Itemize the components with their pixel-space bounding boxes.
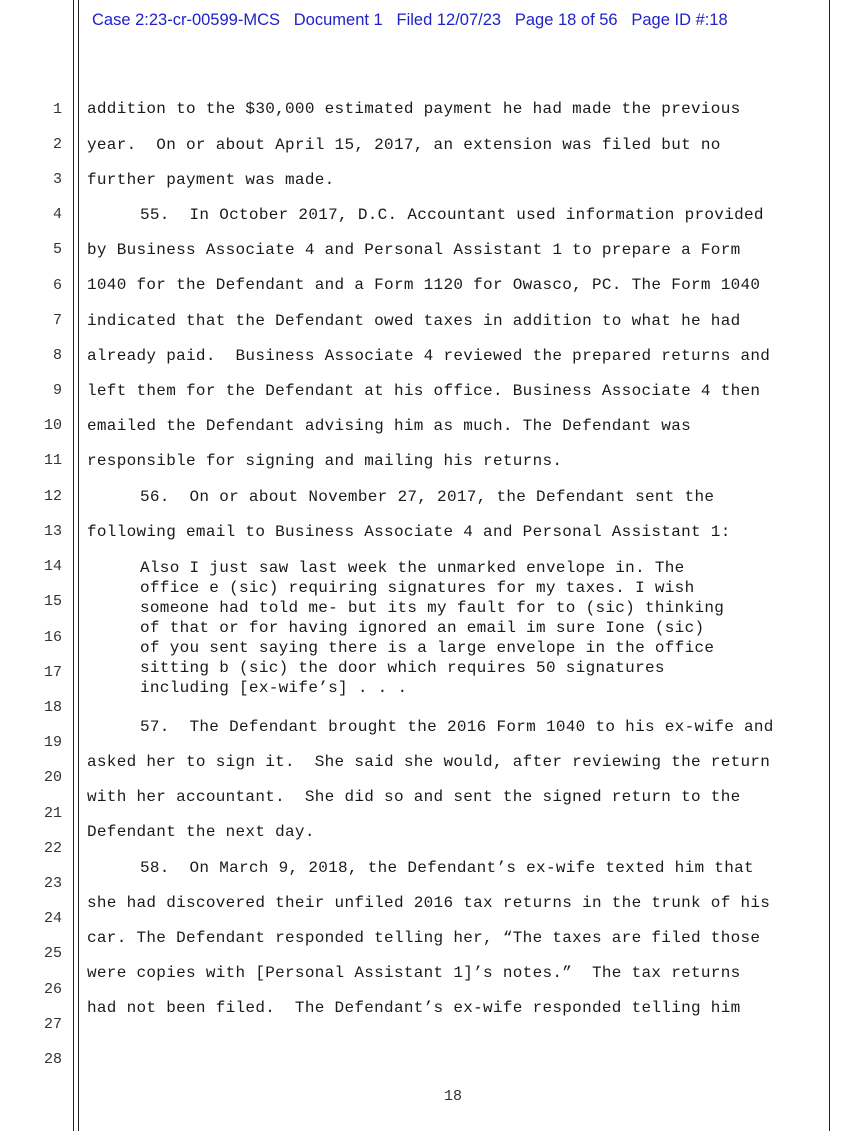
text-line: were copies with [Personal Assistant 1]’s notes.” The tax returns bbox=[87, 964, 741, 982]
text-line: she had discovered their unfiled 2016 tax returns in the trunk of his bbox=[87, 894, 771, 912]
line-number: 27 bbox=[43, 1016, 62, 1033]
text-line: indicated that the Defendant owed taxes in addition to what he had bbox=[87, 312, 741, 330]
quote-line: sitting b (sic) the door which requires 50 signatures bbox=[140, 659, 665, 677]
line-number: 16 bbox=[43, 629, 62, 646]
quote-line: of you sent saying there is a large envelope in the office bbox=[140, 639, 715, 657]
text-line: following email to Business Associate 4 and Personal Assistant 1: bbox=[87, 523, 731, 541]
text-line: with her accountant. She did so and sent the signed return to the bbox=[87, 788, 741, 806]
text-line: responsible for signing and mailing his returns. bbox=[87, 452, 563, 470]
margin-rule-right bbox=[829, 0, 830, 1131]
line-number: 7 bbox=[52, 312, 62, 329]
line-number: 19 bbox=[43, 734, 62, 751]
line-number: 12 bbox=[43, 488, 62, 505]
line-number: 26 bbox=[43, 981, 62, 998]
line-number: 25 bbox=[43, 945, 62, 962]
page-id: Page ID #:18 bbox=[631, 11, 728, 29]
filed-date: Filed 12/07/23 bbox=[396, 11, 502, 29]
text-line: had not been filed. The Defendant’s ex-wife responded telling him bbox=[87, 999, 741, 1017]
line-number: 2 bbox=[52, 136, 62, 153]
line-number: 5 bbox=[52, 241, 62, 258]
line-number: 4 bbox=[52, 206, 62, 223]
line-number: 18 bbox=[43, 699, 62, 716]
text-line: further payment was made. bbox=[87, 171, 335, 189]
text-line: asked her to sign it. She said she would, after reviewing the return bbox=[87, 753, 771, 771]
text-line: emailed the Defendant advising him as much. The Defendant was bbox=[87, 417, 691, 435]
line-number: 22 bbox=[43, 840, 62, 857]
line-number: 13 bbox=[43, 523, 62, 540]
page-number: 18 bbox=[443, 1088, 462, 1105]
text-line: already paid. Business Associate 4 reviewed the prepared returns and bbox=[87, 347, 771, 365]
line-number: 21 bbox=[43, 805, 62, 822]
paragraph-57-start: 57. The Defendant brought the 2016 Form 1040 to his ex-wife and bbox=[140, 718, 774, 736]
quote-line: Also I just saw last week the unmarked envelope in. The bbox=[140, 559, 685, 577]
line-number: 10 bbox=[43, 417, 62, 434]
line-number: 9 bbox=[52, 382, 62, 399]
text-line: Defendant the next day. bbox=[87, 823, 315, 841]
quote-line: including [ex-wife’s] . . . bbox=[140, 679, 408, 697]
line-number: 24 bbox=[43, 910, 62, 927]
margin-rule-left-outer bbox=[73, 0, 74, 1131]
line-number: 20 bbox=[43, 769, 62, 786]
line-number: 15 bbox=[43, 593, 62, 610]
quote-line: of that or for having ignored an email im sure Ione (sic) bbox=[140, 619, 705, 637]
line-number: 8 bbox=[52, 347, 62, 364]
text-line: addition to the $30,000 estimated payment he had made the previous bbox=[87, 100, 741, 118]
line-number: 28 bbox=[43, 1051, 62, 1068]
text-line: by Business Associate 4 and Personal Assistant 1 to prepare a Form bbox=[87, 241, 741, 259]
line-number: 6 bbox=[52, 277, 62, 294]
line-number: 1 bbox=[52, 101, 62, 118]
margin-rule-left-inner bbox=[78, 0, 79, 1131]
case-number: Case 2:23-cr-00599-MCS bbox=[92, 11, 280, 29]
text-line: left them for the Defendant at his office. Business Associate 4 then bbox=[87, 382, 761, 400]
text-line: 1040 for the Defendant and a Form 1120 for Owasco, PC. The Form 1040 bbox=[87, 276, 761, 294]
line-number: 17 bbox=[43, 664, 62, 681]
line-number: 11 bbox=[43, 452, 62, 469]
line-number: 23 bbox=[43, 875, 62, 892]
quote-line: someone had told me- but its my fault for to (sic) thinking bbox=[140, 599, 725, 617]
line-number: 3 bbox=[52, 171, 62, 188]
paragraph-55-start: 55. In October 2017, D.C. Accountant used information provided bbox=[140, 206, 764, 224]
quote-line: office e (sic) requiring signatures for my taxes. I wish bbox=[140, 579, 695, 597]
text-line: year. On or about April 15, 2017, an extension was filed but no bbox=[87, 136, 721, 154]
text-line: car. The Defendant responded telling her, “The taxes are filed those bbox=[87, 929, 761, 947]
filing-header bbox=[92, 11, 728, 30]
document-number: Document 1 bbox=[293, 11, 383, 29]
paragraph-58-start: 58. On March 9, 2018, the Defendant’s ex-wife texted him that bbox=[140, 859, 754, 877]
page-count: Page 18 of 56 bbox=[514, 11, 618, 29]
paragraph-56-start: 56. On or about November 27, 2017, the Defendant sent the bbox=[140, 488, 715, 506]
line-number: 14 bbox=[43, 558, 62, 575]
